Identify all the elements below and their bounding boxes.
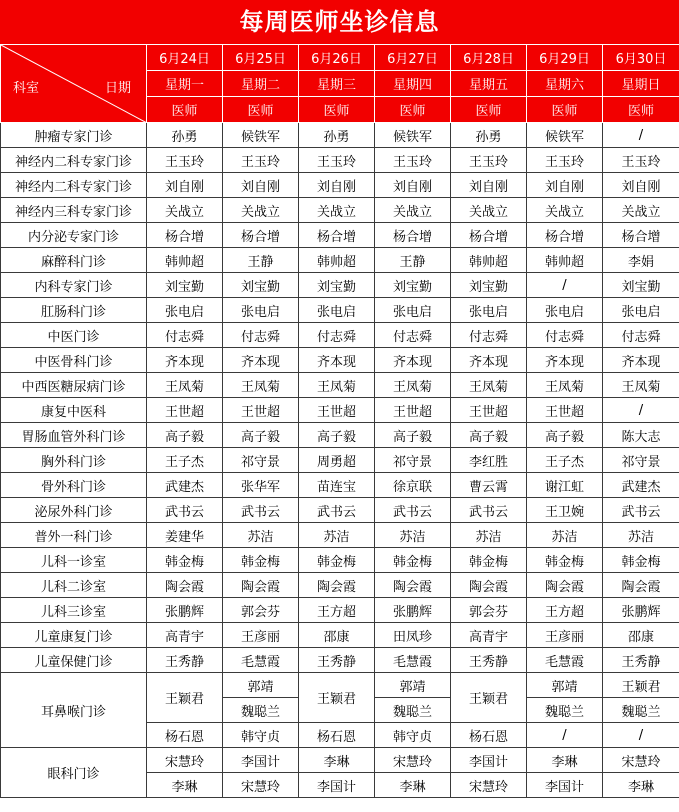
doctor-cell: 张鹏辉 bbox=[375, 598, 451, 623]
doctor-cell: 孙勇 bbox=[299, 123, 375, 148]
doctor-cell: 田凤珍 bbox=[375, 623, 451, 648]
doctor-cell: 陶会霞 bbox=[147, 573, 223, 598]
table-row bbox=[1, 223, 679, 248]
doctor-cell: 毛慧霞 bbox=[375, 648, 451, 673]
doctor-cell: 李娟 bbox=[603, 248, 679, 273]
doctor-cell: 李琳 bbox=[527, 748, 603, 773]
role-cell: 医师 bbox=[147, 97, 223, 123]
doctor-cell: 王世超 bbox=[223, 398, 299, 423]
doctor-cell: 候铁军 bbox=[375, 123, 451, 148]
doctor-cell: 韩守贞 bbox=[375, 723, 451, 748]
doctor-cell: 宋慧玲 bbox=[223, 773, 299, 798]
doctor-cell: 张电启 bbox=[603, 298, 679, 323]
doctor-cell: 郭靖 bbox=[223, 673, 299, 698]
doctor-cell: 苏洁 bbox=[375, 523, 451, 548]
doctor-cell: 李国计 bbox=[223, 748, 299, 773]
doctor-cell: 付志舜 bbox=[223, 323, 299, 348]
doctor-cell: 武书云 bbox=[223, 498, 299, 523]
doctor-cell: 郭会芬 bbox=[451, 598, 527, 623]
doctor-cell: 高青宇 bbox=[147, 623, 223, 648]
doctor-cell: 毛慧霞 bbox=[527, 648, 603, 673]
weekday-cell: 星期二 bbox=[223, 71, 299, 97]
table-row bbox=[1, 373, 679, 398]
dept-cell: 儿科二诊室 bbox=[1, 573, 147, 598]
doctor-cell: 关战立 bbox=[299, 198, 375, 223]
doctor-cell: 高子毅 bbox=[375, 423, 451, 448]
doctor-cell: 王世超 bbox=[527, 398, 603, 423]
table-row bbox=[1, 273, 679, 298]
table-row bbox=[1, 598, 679, 623]
role-cell: 医师 bbox=[527, 97, 603, 123]
doctor-cell: 王凤菊 bbox=[223, 373, 299, 398]
dept-cell: 泌尿外科门诊 bbox=[1, 498, 147, 523]
doctor-cell: 韩金梅 bbox=[603, 548, 679, 573]
doctor-cell: / bbox=[603, 723, 679, 748]
doctor-cell: 魏聪兰 bbox=[223, 698, 299, 723]
doctor-cell: 苏洁 bbox=[603, 523, 679, 548]
doctor-cell: 高子毅 bbox=[451, 423, 527, 448]
table-row bbox=[1, 498, 679, 523]
doctor-cell: 王颖君 bbox=[147, 673, 223, 723]
dept-cell: 神经内二科专家门诊 bbox=[1, 173, 147, 198]
doctor-cell: 杨合增 bbox=[375, 223, 451, 248]
doctor-cell: 王凤菊 bbox=[603, 373, 679, 398]
table-row bbox=[1, 298, 679, 323]
doctor-cell: / bbox=[603, 123, 679, 148]
doctor-cell: 陶会霞 bbox=[451, 573, 527, 598]
dept-cell: 肛肠科门诊 bbox=[1, 298, 147, 323]
doctor-cell: 宋慧玲 bbox=[375, 748, 451, 773]
doctor-cell: 武书云 bbox=[299, 498, 375, 523]
doctor-cell: 王颖君 bbox=[451, 673, 527, 723]
dept-cell: 耳鼻喉门诊 bbox=[1, 673, 147, 748]
doctor-cell: 韩守贞 bbox=[223, 723, 299, 748]
doctor-cell: 张鹏辉 bbox=[147, 598, 223, 623]
doctor-cell: 武书云 bbox=[375, 498, 451, 523]
doctor-cell: 齐本现 bbox=[147, 348, 223, 373]
doctor-cell: / bbox=[603, 398, 679, 423]
doctor-cell: 关战立 bbox=[603, 198, 679, 223]
weekday-cell: 星期六 bbox=[527, 71, 603, 97]
doctor-cell: 韩金梅 bbox=[299, 548, 375, 573]
dept-cell: 胸外科门诊 bbox=[1, 448, 147, 473]
doctor-cell: 韩金梅 bbox=[223, 548, 299, 573]
doctor-cell: 武建杰 bbox=[147, 473, 223, 498]
doctor-cell: 齐本现 bbox=[223, 348, 299, 373]
dept-cell: 内科专家门诊 bbox=[1, 273, 147, 298]
doctor-cell: 高子毅 bbox=[299, 423, 375, 448]
doctor-cell: 王方超 bbox=[527, 598, 603, 623]
doctor-cell: 李琳 bbox=[375, 773, 451, 798]
dept-cell: 肿瘤专家门诊 bbox=[1, 123, 147, 148]
doctor-cell: / bbox=[527, 723, 603, 748]
doctor-cell: 高子毅 bbox=[527, 423, 603, 448]
role-cell: 医师 bbox=[451, 97, 527, 123]
doctor-cell: 周勇超 bbox=[299, 448, 375, 473]
doctor-cell: 徐京联 bbox=[375, 473, 451, 498]
doctor-cell: 杨石恩 bbox=[147, 723, 223, 748]
doctor-cell: 陶会霞 bbox=[603, 573, 679, 598]
doctor-cell: 韩帅超 bbox=[299, 248, 375, 273]
doctor-cell: 王彦丽 bbox=[223, 623, 299, 648]
doctor-cell: 王玉玲 bbox=[147, 148, 223, 173]
doctor-cell: 付志舜 bbox=[451, 323, 527, 348]
doctor-cell: 宋慧玲 bbox=[451, 773, 527, 798]
doctor-cell: 齐本现 bbox=[527, 348, 603, 373]
doctor-cell: 武书云 bbox=[147, 498, 223, 523]
weekday-cell: 星期三 bbox=[299, 71, 375, 97]
role-cell: 医师 bbox=[375, 97, 451, 123]
doctor-cell: 刘宝勤 bbox=[223, 273, 299, 298]
schedule-table bbox=[0, 44, 679, 798]
doctor-cell: 王世超 bbox=[375, 398, 451, 423]
dept-cell: 儿科一诊室 bbox=[1, 548, 147, 573]
table-row bbox=[1, 648, 679, 673]
doctor-cell: 关战立 bbox=[451, 198, 527, 223]
doctor-cell: 谢江虹 bbox=[527, 473, 603, 498]
doctor-cell: 陶会霞 bbox=[527, 573, 603, 598]
doctor-cell: 张华军 bbox=[223, 473, 299, 498]
doctor-cell: 杨合增 bbox=[299, 223, 375, 248]
doctor-cell: 杨合增 bbox=[147, 223, 223, 248]
doctor-cell: 王凤菊 bbox=[147, 373, 223, 398]
doctor-cell: 孙勇 bbox=[451, 123, 527, 148]
doctor-cell: 高子毅 bbox=[147, 423, 223, 448]
table-row bbox=[1, 473, 679, 498]
doctor-cell: 候铁军 bbox=[527, 123, 603, 148]
role-cell: 医师 bbox=[603, 97, 679, 123]
date-cell: 6月30日 bbox=[603, 45, 679, 71]
table-row bbox=[1, 548, 679, 573]
doctor-cell: 郭靖 bbox=[527, 673, 603, 698]
doctor-cell: 杨石恩 bbox=[451, 723, 527, 748]
weekday-cell: 星期日 bbox=[603, 71, 679, 97]
doctor-cell: 武书云 bbox=[451, 498, 527, 523]
doctor-cell: 高青宇 bbox=[451, 623, 527, 648]
doctor-cell: 王世超 bbox=[451, 398, 527, 423]
doctor-cell: 王静 bbox=[223, 248, 299, 273]
doctor-cell: 宋慧玲 bbox=[603, 748, 679, 773]
doctor-cell: 杨合增 bbox=[223, 223, 299, 248]
doctor-cell: 刘自刚 bbox=[299, 173, 375, 198]
doctor-cell: 郭会芬 bbox=[223, 598, 299, 623]
table-row bbox=[1, 198, 679, 223]
doctor-cell: 邵康 bbox=[603, 623, 679, 648]
dept-cell: 麻醉科门诊 bbox=[1, 248, 147, 273]
doctor-cell: 张鹏辉 bbox=[603, 598, 679, 623]
doctor-cell: 曹云霄 bbox=[451, 473, 527, 498]
doctor-cell: 王颖君 bbox=[299, 673, 375, 723]
doctor-cell: 李红胜 bbox=[451, 448, 527, 473]
doctor-cell: 关战立 bbox=[147, 198, 223, 223]
table-row bbox=[1, 323, 679, 348]
dept-cell: 眼科门诊 bbox=[1, 748, 147, 798]
dept-cell: 儿童保健门诊 bbox=[1, 648, 147, 673]
doctor-cell: 魏聪兰 bbox=[603, 698, 679, 723]
dept-cell: 康复中医科 bbox=[1, 398, 147, 423]
doctor-cell: 陈大志 bbox=[603, 423, 679, 448]
doctor-cell: 王秀静 bbox=[451, 648, 527, 673]
doctor-cell: 苗连宝 bbox=[299, 473, 375, 498]
date-cell: 6月27日 bbox=[375, 45, 451, 71]
doctor-cell: 祁守景 bbox=[375, 448, 451, 473]
doctor-cell: 付志舜 bbox=[527, 323, 603, 348]
doctor-cell: 王玉玲 bbox=[451, 148, 527, 173]
doctor-cell: 毛慧霞 bbox=[223, 648, 299, 673]
doctor-cell: / bbox=[527, 273, 603, 298]
table-row bbox=[1, 248, 679, 273]
doctor-cell: 付志舜 bbox=[375, 323, 451, 348]
doctor-cell: 张电启 bbox=[223, 298, 299, 323]
doctor-cell: 韩金梅 bbox=[451, 548, 527, 573]
doctor-cell: 武书云 bbox=[603, 498, 679, 523]
doctor-cell: 王凤菊 bbox=[299, 373, 375, 398]
doctor-cell: 刘宝勤 bbox=[603, 273, 679, 298]
doctor-cell: 张电启 bbox=[375, 298, 451, 323]
doctor-cell: 陶会霞 bbox=[299, 573, 375, 598]
date-cell: 6月28日 bbox=[451, 45, 527, 71]
date-column-label: 日期 bbox=[105, 81, 132, 96]
role-cell: 医师 bbox=[299, 97, 375, 123]
doctor-cell: 武建杰 bbox=[603, 473, 679, 498]
table-row bbox=[1, 523, 679, 548]
dept-cell: 儿科三诊室 bbox=[1, 598, 147, 623]
doctor-cell: 韩帅超 bbox=[527, 248, 603, 273]
doctor-cell: 李琳 bbox=[147, 773, 223, 798]
doctor-cell: 李国计 bbox=[451, 748, 527, 773]
doctor-cell: 王子杰 bbox=[147, 448, 223, 473]
doctor-cell: 王凤菊 bbox=[451, 373, 527, 398]
table-row bbox=[1, 123, 679, 148]
doctor-cell: 杨合增 bbox=[527, 223, 603, 248]
doctor-cell: 刘自刚 bbox=[527, 173, 603, 198]
doctor-cell: 杨合增 bbox=[603, 223, 679, 248]
doctor-cell: 关战立 bbox=[527, 198, 603, 223]
doctor-cell: 王玉玲 bbox=[299, 148, 375, 173]
doctor-cell: 王世超 bbox=[147, 398, 223, 423]
doctor-cell: 刘宝勤 bbox=[147, 273, 223, 298]
doctor-cell: 王玉玲 bbox=[375, 148, 451, 173]
dept-cell: 神经内三科专家门诊 bbox=[1, 198, 147, 223]
doctor-cell: 高子毅 bbox=[223, 423, 299, 448]
dept-cell: 骨外科门诊 bbox=[1, 473, 147, 498]
doctor-cell: 付志舜 bbox=[147, 323, 223, 348]
doctor-cell: 齐本现 bbox=[299, 348, 375, 373]
date-cell: 6月25日 bbox=[223, 45, 299, 71]
doctor-cell: 苏洁 bbox=[223, 523, 299, 548]
doctor-cell: 王玉玲 bbox=[223, 148, 299, 173]
doctor-cell: 韩金梅 bbox=[527, 548, 603, 573]
doctor-cell: 王子杰 bbox=[527, 448, 603, 473]
page-title: 每周医师坐诊信息 bbox=[0, 0, 679, 44]
date-cell: 6月26日 bbox=[299, 45, 375, 71]
doctor-cell: 韩金梅 bbox=[147, 548, 223, 573]
table-row-eye bbox=[1, 748, 679, 773]
table-row bbox=[1, 148, 679, 173]
doctor-cell: 王方超 bbox=[299, 598, 375, 623]
doctor-cell: 刘自刚 bbox=[223, 173, 299, 198]
doctor-cell: 张电启 bbox=[147, 298, 223, 323]
doctor-cell: 王凤菊 bbox=[527, 373, 603, 398]
doctor-cell: 付志舜 bbox=[299, 323, 375, 348]
doctor-cell: 王秀静 bbox=[299, 648, 375, 673]
doctor-cell: 韩金梅 bbox=[375, 548, 451, 573]
dept-cell: 儿童康复门诊 bbox=[1, 623, 147, 648]
corner-header-cell bbox=[1, 45, 147, 123]
doctor-cell: 王卫婉 bbox=[527, 498, 603, 523]
doctor-cell: 王静 bbox=[375, 248, 451, 273]
table-row bbox=[1, 348, 679, 373]
table-row bbox=[1, 573, 679, 598]
doctor-cell: 韩帅超 bbox=[147, 248, 223, 273]
dept-cell: 神经内二科专家门诊 bbox=[1, 148, 147, 173]
doctor-cell: 齐本现 bbox=[375, 348, 451, 373]
weekday-cell: 星期四 bbox=[375, 71, 451, 97]
doctor-cell: 齐本现 bbox=[603, 348, 679, 373]
doctor-cell: 刘自刚 bbox=[603, 173, 679, 198]
doctor-cell: 王秀静 bbox=[603, 648, 679, 673]
table-row bbox=[1, 623, 679, 648]
table-row bbox=[1, 173, 679, 198]
doctor-cell: 王玉玲 bbox=[527, 148, 603, 173]
dept-column-label: 科室 bbox=[13, 81, 40, 96]
doctor-cell: 李琳 bbox=[299, 748, 375, 773]
doctor-cell: 魏聪兰 bbox=[527, 698, 603, 723]
doctor-cell: 刘自刚 bbox=[451, 173, 527, 198]
doctor-cell: 苏洁 bbox=[299, 523, 375, 548]
doctor-cell: 祁守景 bbox=[223, 448, 299, 473]
doctor-cell: 宋慧玲 bbox=[147, 748, 223, 773]
doctor-cell: 刘自刚 bbox=[147, 173, 223, 198]
doctor-cell: 刘宝勤 bbox=[299, 273, 375, 298]
doctor-cell: 姜建华 bbox=[147, 523, 223, 548]
doctor-cell: 邵康 bbox=[299, 623, 375, 648]
table-row bbox=[1, 423, 679, 448]
doctor-cell: 张电启 bbox=[299, 298, 375, 323]
doctor-cell: 孙勇 bbox=[147, 123, 223, 148]
dept-cell: 中医门诊 bbox=[1, 323, 147, 348]
doctor-cell: 齐本现 bbox=[451, 348, 527, 373]
doctor-cell: 关战立 bbox=[375, 198, 451, 223]
weekday-cell: 星期五 bbox=[451, 71, 527, 97]
doctor-cell: 王世超 bbox=[299, 398, 375, 423]
table-row-ent bbox=[1, 673, 679, 698]
doctor-cell: 杨石恩 bbox=[299, 723, 375, 748]
dept-cell: 中西医糖尿病门诊 bbox=[1, 373, 147, 398]
doctor-cell: 陶会霞 bbox=[223, 573, 299, 598]
doctor-cell: 李琳 bbox=[603, 773, 679, 798]
doctor-cell: 陶会霞 bbox=[375, 573, 451, 598]
doctor-cell: 刘自刚 bbox=[375, 173, 451, 198]
doctor-cell: 王秀静 bbox=[147, 648, 223, 673]
doctor-cell: 苏洁 bbox=[451, 523, 527, 548]
doctor-cell: 王玉玲 bbox=[603, 148, 679, 173]
doctor-cell: 郭靖 bbox=[375, 673, 451, 698]
doctor-cell: 李国计 bbox=[527, 773, 603, 798]
doctor-cell: 杨合增 bbox=[451, 223, 527, 248]
doctor-cell: 张电启 bbox=[451, 298, 527, 323]
dept-cell: 内分泌专家门诊 bbox=[1, 223, 147, 248]
doctor-cell: 付志舜 bbox=[603, 323, 679, 348]
date-cell: 6月29日 bbox=[527, 45, 603, 71]
doctor-cell: 关战立 bbox=[223, 198, 299, 223]
role-cell: 医师 bbox=[223, 97, 299, 123]
doctor-cell: 李国计 bbox=[299, 773, 375, 798]
date-cell: 6月24日 bbox=[147, 45, 223, 71]
table-row bbox=[1, 448, 679, 473]
dept-cell: 中医骨科门诊 bbox=[1, 348, 147, 373]
weekday-cell: 星期一 bbox=[147, 71, 223, 97]
doctor-cell: 王彦丽 bbox=[527, 623, 603, 648]
table-row bbox=[1, 398, 679, 423]
doctor-cell: 苏洁 bbox=[527, 523, 603, 548]
dept-cell: 普外一科门诊 bbox=[1, 523, 147, 548]
doctor-cell: 王颖君 bbox=[603, 673, 679, 698]
dept-cell: 胃肠血管外科门诊 bbox=[1, 423, 147, 448]
date-header-row bbox=[1, 45, 679, 71]
doctor-cell: 刘宝勤 bbox=[451, 273, 527, 298]
doctor-cell: 王凤菊 bbox=[375, 373, 451, 398]
doctor-cell: 张电启 bbox=[527, 298, 603, 323]
doctor-cell: 祁守景 bbox=[603, 448, 679, 473]
doctor-cell: 候铁军 bbox=[223, 123, 299, 148]
doctor-cell: 刘宝勤 bbox=[375, 273, 451, 298]
doctor-cell: 韩帅超 bbox=[451, 248, 527, 273]
doctor-cell: 魏聪兰 bbox=[375, 698, 451, 723]
